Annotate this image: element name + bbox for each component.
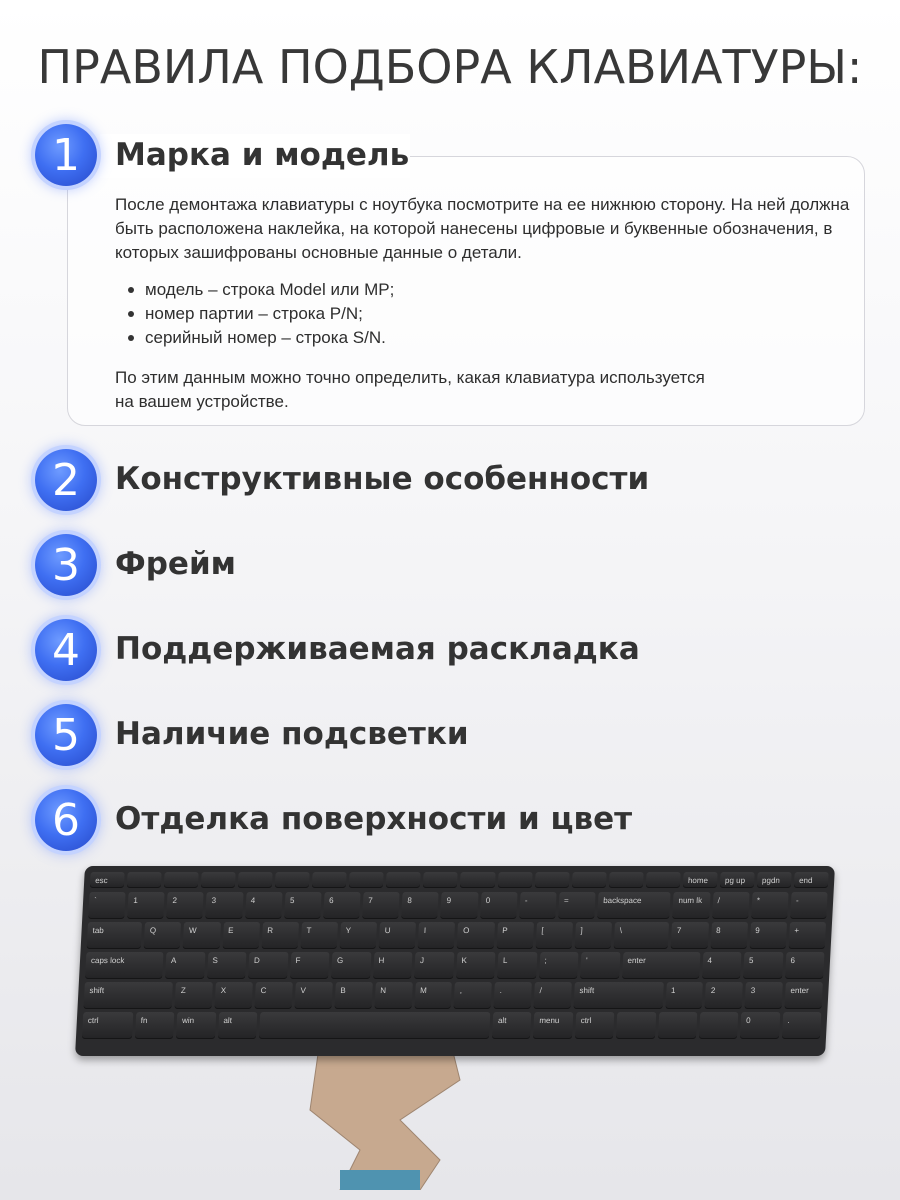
key-label: \ — [619, 926, 623, 935]
key-label: 1 — [133, 896, 139, 905]
keyboard-key — [83, 982, 173, 1009]
keyboard-key — [300, 922, 338, 949]
keyboard-key — [87, 922, 143, 949]
number-badge: 1 — [35, 124, 97, 186]
key-label: + — [794, 926, 800, 935]
key-label: N — [379, 986, 387, 995]
keyboard-key — [418, 922, 456, 949]
keyboard-key — [665, 982, 703, 1009]
keyboard-key — [340, 922, 378, 949]
key-label: L — [502, 956, 508, 965]
key-label: 3 — [211, 896, 217, 905]
item-heading: Фрейм — [115, 546, 237, 582]
key-label: caps lock — [90, 956, 125, 965]
key-label: P — [502, 926, 508, 935]
keyboard-key — [533, 1012, 573, 1039]
keyboard-key — [295, 982, 333, 1009]
key-label: F — [295, 956, 301, 965]
key-label: esc — [94, 876, 108, 885]
key-label: end — [798, 876, 813, 885]
key-label: win — [181, 1016, 195, 1025]
laptop-keyboard-image — [75, 866, 835, 1056]
keyboard-key — [720, 872, 755, 888]
keyboard-key — [135, 1012, 175, 1039]
keyboard-key — [362, 892, 400, 919]
keyboard-key — [480, 892, 518, 919]
keyboard-key — [785, 982, 823, 1009]
number-badge: 3 — [35, 534, 97, 596]
keyboard-key — [539, 952, 579, 979]
keyboard-row — [90, 872, 829, 888]
keyboard-key — [374, 982, 412, 1009]
keyboard-key — [710, 922, 748, 949]
keyboard-key — [496, 922, 534, 949]
card-bullet-list — [115, 278, 394, 350]
key-label: 7 — [676, 926, 682, 935]
key-label: [ — [541, 926, 544, 935]
key-label: M — [419, 986, 427, 995]
key-label: Y — [345, 926, 352, 935]
keyboard-key — [323, 892, 361, 919]
key-label: - — [795, 896, 799, 905]
key-label: 7 — [368, 896, 373, 905]
keyboard-key — [460, 872, 495, 888]
key-label: 5 — [748, 956, 754, 965]
key-label: 8 — [407, 896, 413, 905]
key-label: K — [461, 956, 468, 965]
key-label: ` — [93, 896, 98, 905]
keyboard-key — [580, 952, 620, 979]
keyboard-key — [534, 982, 572, 1009]
key-label: Z — [180, 986, 187, 995]
keyboard-key — [144, 922, 182, 949]
key-label: R — [267, 926, 274, 935]
key-label: / — [717, 896, 721, 905]
key-label: * — [756, 896, 761, 905]
keyboard-key — [749, 922, 787, 949]
key-label: ' — [585, 956, 588, 965]
keyboard-key — [456, 952, 496, 979]
keyboard-key — [519, 892, 557, 919]
bullet-item: номер партии – строка P/N; — [115, 302, 394, 326]
key-label: pg up — [724, 876, 746, 885]
keyboard-key — [386, 872, 421, 888]
number-badge: 5 — [35, 704, 97, 766]
keyboard-key — [82, 1012, 133, 1039]
keyboard-row — [85, 952, 824, 979]
keyboard-key — [90, 872, 125, 888]
keyboard-key — [646, 872, 681, 888]
key-label: 6 — [328, 896, 334, 905]
keyboard-key — [379, 922, 417, 949]
key-label: . — [499, 986, 503, 995]
key-label: ctrl — [580, 1016, 592, 1025]
key-label: U — [384, 926, 391, 935]
keyboard-key — [574, 982, 664, 1009]
number-badge: 6 — [35, 789, 97, 851]
key-label: 5 — [289, 896, 295, 905]
keyboard-key — [712, 892, 750, 919]
key-label: 1 — [670, 986, 676, 995]
key-label: 4 — [250, 896, 256, 905]
keyboard-key — [616, 1012, 656, 1039]
keyboard-key — [215, 982, 253, 1009]
keyboard-key — [673, 892, 711, 919]
keyboard-key — [248, 952, 288, 979]
space-key — [259, 1012, 491, 1039]
key-label: backspace — [602, 896, 642, 905]
item-heading: Конструктивные особенности — [115, 461, 650, 497]
keyboard-key — [201, 872, 236, 888]
key-label: E — [227, 926, 234, 935]
item-heading: Марка и модель — [115, 137, 410, 173]
keyboard-key — [597, 892, 671, 919]
keyboard-key — [743, 952, 783, 979]
keyboard-key — [261, 922, 299, 949]
keyboard-key — [127, 892, 165, 919]
keyboard-key — [401, 892, 439, 919]
key-label: = — [563, 896, 569, 905]
item-heading: Наличие подсветки — [115, 716, 469, 752]
number-badge: 4 — [35, 619, 97, 681]
key-label: pgdn — [761, 876, 781, 885]
keyboard-key — [794, 872, 829, 888]
key-label: shift — [579, 986, 595, 995]
keyboard-key — [334, 982, 372, 1009]
key-label: X — [220, 986, 227, 995]
card-outro-text: По этим данным можно точно определить, какая клавиатура используется на вашем устройстве. — [115, 368, 705, 411]
key-label: ] — [580, 926, 584, 935]
keyboard-key — [85, 952, 163, 979]
bullet-item: серийный номер – строка S/N. — [115, 326, 394, 350]
keyboard-key — [683, 872, 718, 888]
key-label: alt — [223, 1016, 233, 1025]
keyboard-key — [745, 982, 783, 1009]
keyboard-key — [349, 872, 384, 888]
key-label: 3 — [750, 986, 756, 995]
ribbon-cable — [300, 1040, 470, 1190]
keyboard-key — [494, 982, 532, 1009]
key-label: shift — [89, 986, 105, 995]
keyboard-key — [608, 872, 643, 888]
keyboard-key — [207, 952, 247, 979]
key-label: num lk — [678, 896, 703, 905]
keyboard-key — [575, 1012, 615, 1039]
keyboard-key — [312, 872, 347, 888]
page-title: ПРАВИЛА ПОДБОРА КЛАВИАТУРЫ: — [37, 40, 863, 94]
key-label: B — [340, 986, 346, 995]
key-label: / — [539, 986, 543, 995]
keyboard-key — [751, 892, 789, 919]
key-label: alt — [497, 1016, 507, 1025]
key-label: V — [300, 986, 307, 995]
keyboard-key — [740, 1012, 780, 1039]
keyboard-key — [622, 952, 700, 979]
keyboard-row — [83, 982, 822, 1009]
keyboard-key — [497, 952, 537, 979]
key-label: J — [419, 956, 425, 965]
key-label: 0 — [745, 1016, 751, 1025]
keyboard-key — [558, 892, 596, 919]
key-label: S — [212, 956, 219, 965]
keyboard-key — [657, 1012, 697, 1039]
key-label: I — [423, 926, 427, 935]
keyboard-key — [238, 872, 273, 888]
keyboard-key — [165, 952, 205, 979]
keyboard-key — [497, 872, 532, 888]
key-label: 0 — [485, 896, 491, 905]
keyboard-key — [331, 952, 371, 979]
keyboard-key — [457, 922, 495, 949]
key-label: 4 — [707, 956, 713, 965]
keyboard-key — [699, 1012, 739, 1039]
keyboard-row — [82, 1012, 821, 1039]
keyboard-key — [782, 1012, 822, 1039]
key-label: ctrl — [87, 1016, 99, 1025]
keyboard-key — [127, 872, 162, 888]
keyboard-key — [284, 892, 322, 919]
key-label: O — [462, 926, 470, 935]
keyboard-key — [218, 1012, 258, 1039]
keyboard-key — [785, 952, 825, 979]
keyboard-key — [414, 952, 454, 979]
keyboard-key — [275, 872, 310, 888]
bullet-item: модель – строка Model или MP; — [115, 278, 394, 302]
keyboard-key — [441, 892, 479, 919]
key-label: C — [260, 986, 267, 995]
keyboard-key — [575, 922, 613, 949]
key-label: home — [687, 876, 709, 885]
key-label: 2 — [710, 986, 716, 995]
keyboard-key — [88, 892, 126, 919]
key-label: . — [787, 1016, 790, 1025]
key-label: 2 — [172, 896, 178, 905]
key-label: fn — [140, 1016, 148, 1025]
keyboard-key — [176, 1012, 216, 1039]
key-label: , — [459, 986, 463, 995]
keyboard-key — [222, 922, 260, 949]
keyboard-key — [790, 892, 828, 919]
key-label: - — [524, 896, 528, 905]
key-label: 9 — [755, 926, 760, 935]
keyboard-key — [454, 982, 492, 1009]
key-label: tab — [92, 926, 104, 935]
keyboard-key — [164, 872, 199, 888]
keyboard-key — [535, 922, 573, 949]
keyboard-key — [757, 872, 792, 888]
key-label: D — [253, 956, 261, 965]
keyboard-key — [255, 982, 293, 1009]
keyboard-key — [571, 872, 606, 888]
keyboard-key — [206, 892, 244, 919]
keyboard-key — [423, 872, 458, 888]
keyboard-key — [702, 952, 742, 979]
key-label: menu — [539, 1016, 560, 1025]
keyboard-key — [290, 952, 330, 979]
keyboard-key — [788, 922, 826, 949]
key-label: G — [336, 956, 344, 965]
keyboard-row — [87, 922, 826, 949]
key-label: ; — [544, 956, 547, 965]
keyboard-key — [245, 892, 283, 919]
key-label: Q — [149, 926, 157, 935]
keyboard-key — [614, 922, 670, 949]
number-badge: 2 — [35, 449, 97, 511]
keyboard-key — [167, 892, 205, 919]
keyboard-key — [414, 982, 452, 1009]
keyboard-row — [88, 892, 827, 919]
keyboard-key — [705, 982, 743, 1009]
key-label: 9 — [446, 896, 452, 905]
key-label: enter — [790, 986, 810, 995]
item-heading: Поддерживаемая раскладка — [115, 631, 640, 667]
card-intro-text: После демонтажа клавиатуры с ноутбука посмотрите на ее нижнюю сторону. На ней должна быть расположена наклейка, на которой нанесены цифровые и буквенные обозначения, в которых зашифрованы основные данные о детали. — [115, 195, 850, 262]
key-label: 6 — [790, 956, 796, 965]
key-label: 8 — [715, 926, 721, 935]
keyboard-key — [671, 922, 709, 949]
keyboard-key — [373, 952, 413, 979]
key-label: H — [378, 956, 385, 965]
keyboard-key — [183, 922, 221, 949]
key-label: T — [306, 926, 312, 935]
key-label: A — [170, 956, 177, 965]
keyboard-key — [175, 982, 213, 1009]
key-label: W — [188, 926, 197, 935]
keyboard-key — [534, 872, 569, 888]
item-heading: Отделка поверхности и цвет — [115, 801, 633, 837]
keyboard-key — [492, 1012, 532, 1039]
key-label: enter — [627, 956, 646, 965]
